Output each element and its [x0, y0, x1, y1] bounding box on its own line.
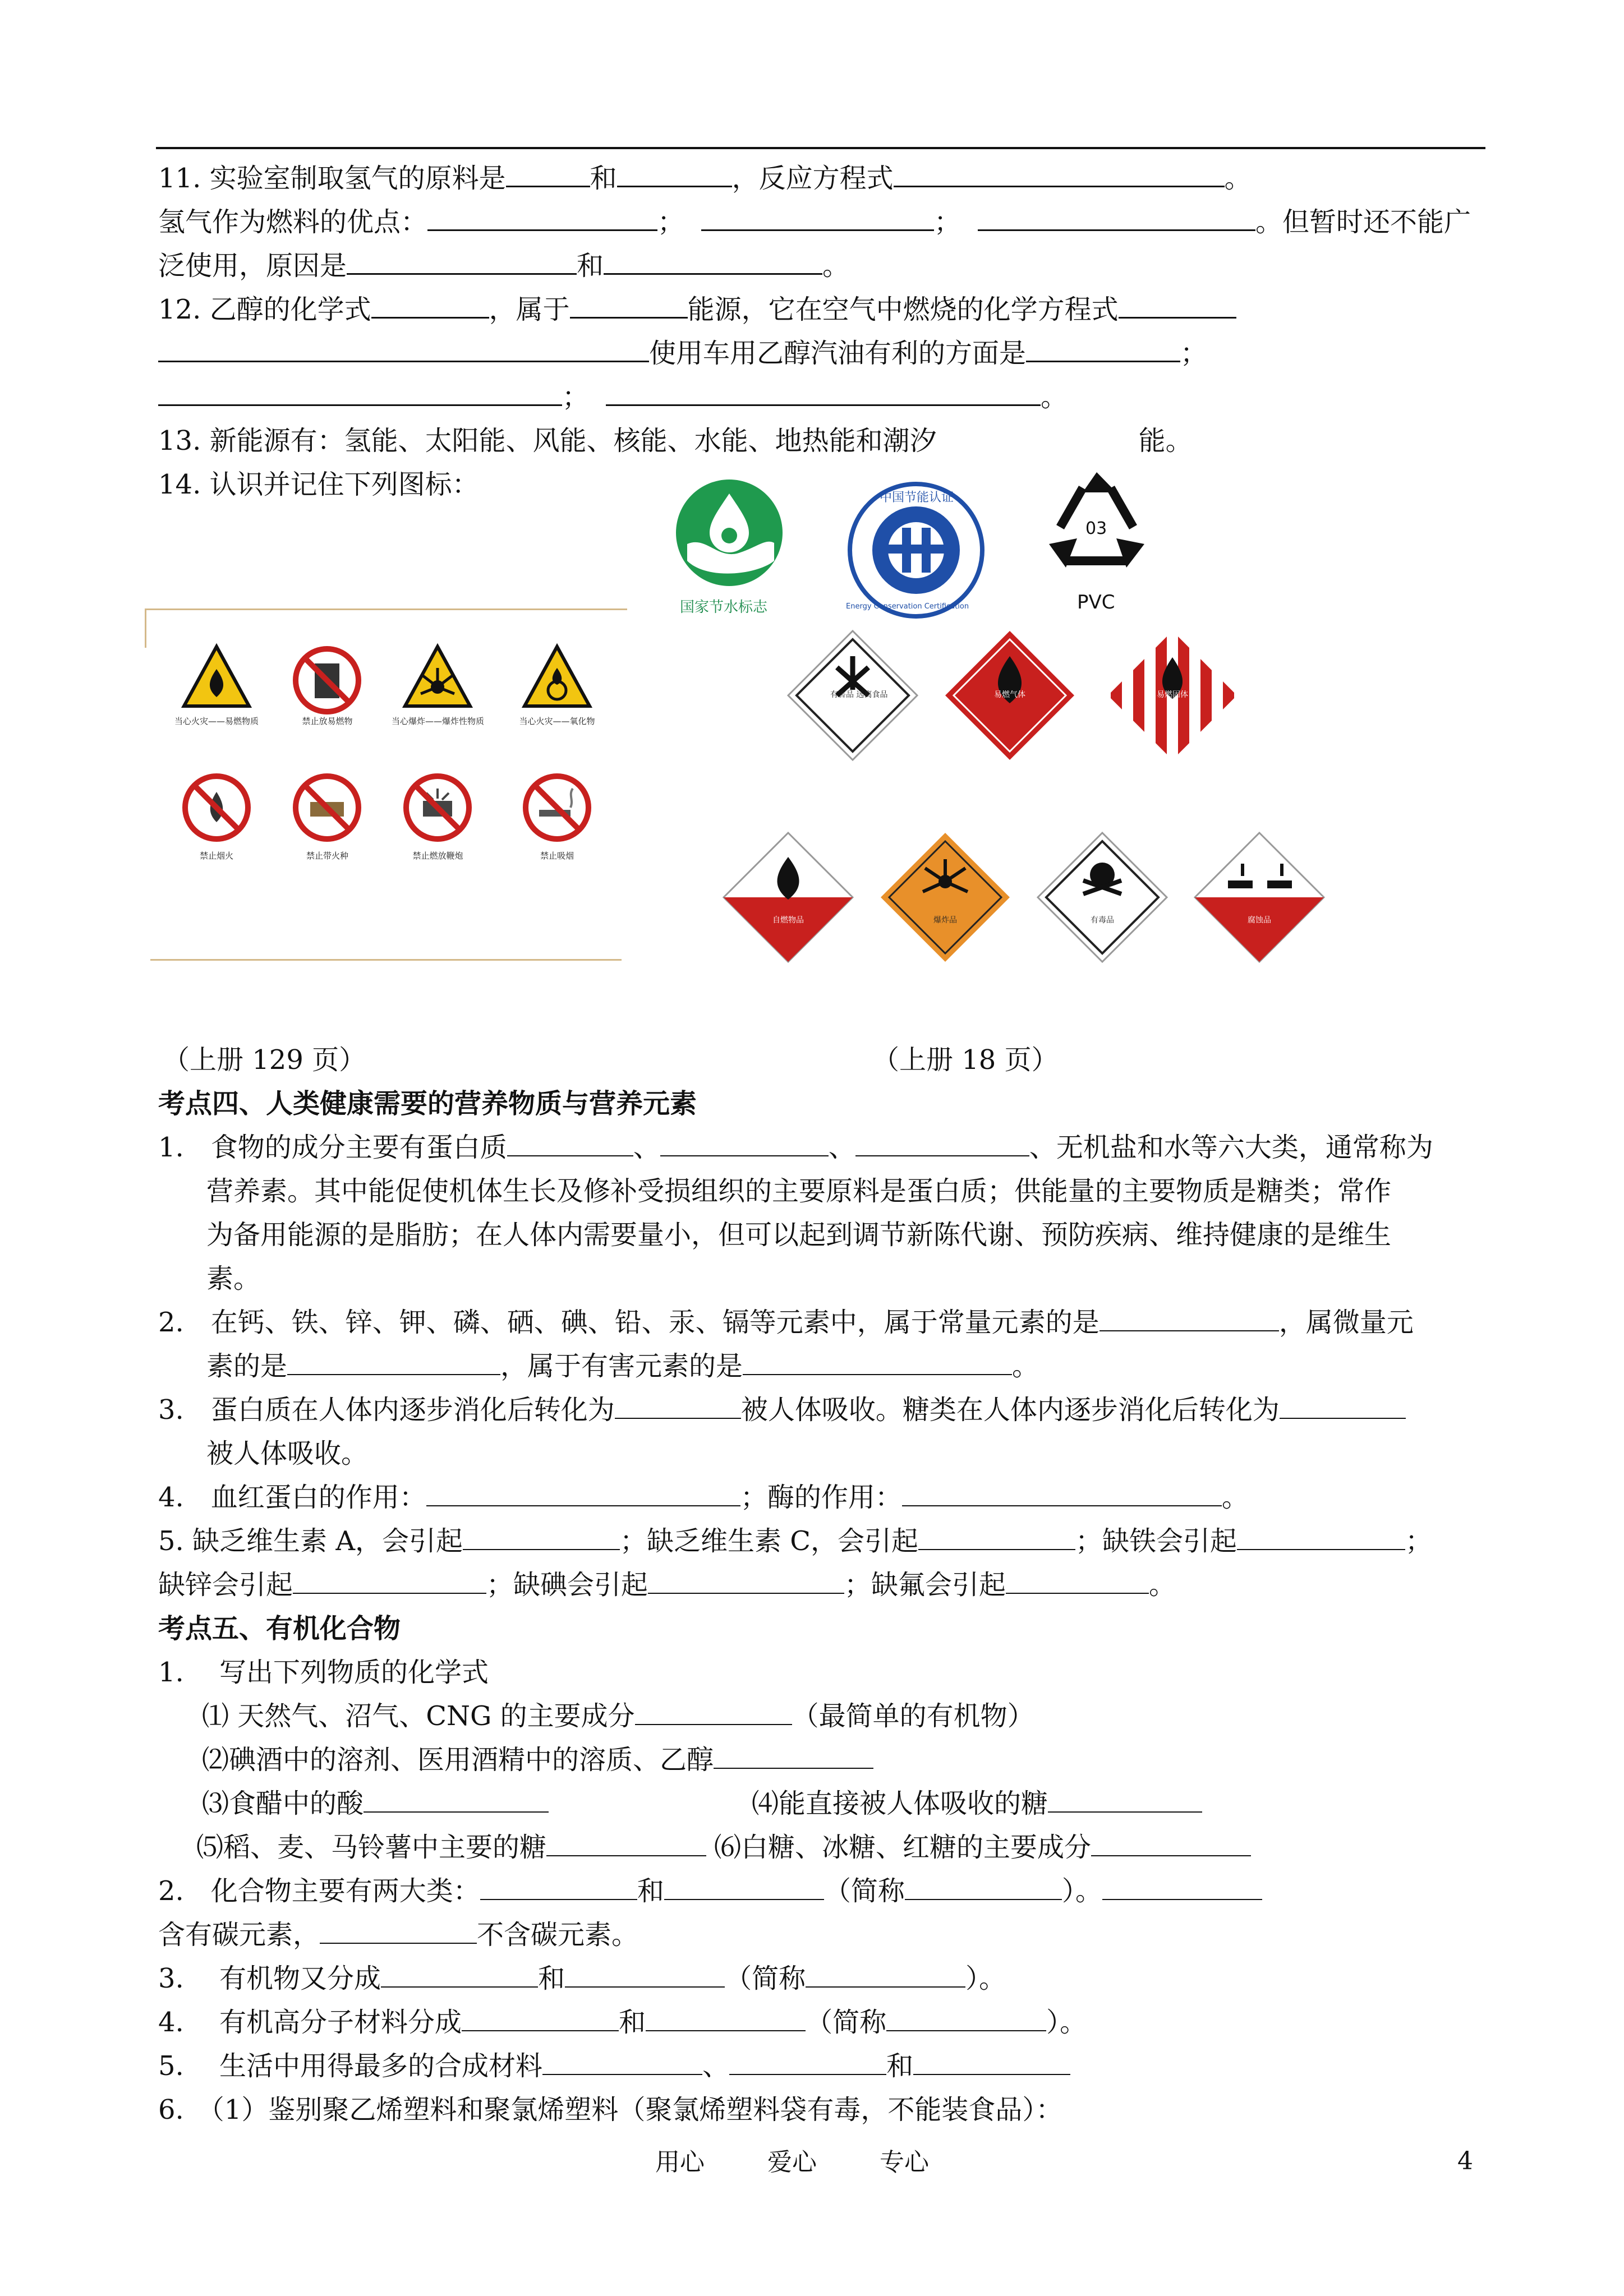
no-flammables-icon: [296, 649, 358, 712]
blank[interactable]: [635, 1702, 792, 1725]
sec5-p2-cont: 含有碳元素， 不含碳元素。: [158, 1919, 639, 1951]
sec5-s5: ⑸稻、麦、马铃薯中主要的糖 ⑹白糖、冰糖、红糖的主要成分: [196, 1831, 1251, 1864]
blank[interactable]: [1280, 1395, 1406, 1419]
blank[interactable]: [546, 1833, 706, 1856]
water-drop-icon: [673, 477, 785, 594]
blank[interactable]: [287, 1352, 500, 1375]
blank[interactable]: [913, 2051, 1070, 2075]
energy-cert-logo: [840, 480, 992, 620]
q12-line3: ； 。: [158, 380, 1068, 414]
sec4-p2: 2. 在钙、铁、锌、钾、磷、硒、碘、铅、汞、镉等元素中，属于常量元素的是 ，属微量元: [158, 1307, 1414, 1338]
hazard-label: 有毒品: [1091, 916, 1114, 925]
hazard-label: 易燃气体: [994, 690, 1025, 699]
q12-line1: 12. 乙醇的化学式 ，属于 能源，它在空气中燃烧的化学方程式: [158, 293, 1236, 326]
corrosive-icon: [1195, 833, 1324, 962]
blank[interactable]: [604, 251, 822, 275]
no-open-flame-icon: [185, 776, 248, 839]
blank[interactable]: [660, 1133, 829, 1156]
sec5-p1: 1. 写出下列物质的化学式: [158, 1657, 489, 1688]
hazard-label: 爆炸品: [933, 916, 957, 925]
fire-sign-label: 当心火灾——易燃物质: [174, 716, 259, 726]
sec4-p4: 4. 血红蛋白的作用： ；酶的作用： 。: [158, 1482, 1249, 1513]
sec4-p1-cont: 为备用能源的是脂肪；在人体内需要量小，但可以起到调节新陈代谢、预防疾病、维持健康的是维生: [206, 1219, 1392, 1251]
fire-signs-grid: [145, 608, 627, 945]
blank[interactable]: [565, 1964, 725, 1988]
blank[interactable]: [606, 382, 1041, 406]
blank[interactable]: [701, 207, 934, 231]
blank[interactable]: [570, 294, 688, 319]
blank[interactable]: [507, 1133, 633, 1156]
no-smoking-icon: [526, 776, 588, 839]
blank[interactable]: [542, 2051, 702, 2075]
sec5-s3: ⑶食醋中的酸: [202, 1787, 549, 1820]
blank[interactable]: [1091, 1833, 1251, 1856]
hazard-label: 有害品 远离食品: [830, 690, 888, 699]
blank[interactable]: [320, 1920, 477, 1944]
sec5-p4: 4. 有机高分子材料分成 和 （简称 ）。: [158, 2007, 1087, 2038]
hazard-signs-panel: [718, 623, 1358, 981]
no-matches-icon: [296, 776, 358, 839]
q11-line1: 11. 实验室制取氢气的原料是 和 ，反应方程式 。: [158, 163, 1252, 194]
blank[interactable]: [426, 1483, 740, 1506]
warning-oxidizer-icon: [525, 647, 590, 706]
blank[interactable]: [1237, 1527, 1405, 1550]
sec4-p5-cont: 缺锌会引起 ；缺碘会引起 ；缺氟会引起 。: [158, 1569, 1176, 1601]
blank[interactable]: [1119, 294, 1236, 319]
blank[interactable]: [371, 294, 489, 319]
fire-sign-label: 禁止放易燃物: [302, 716, 353, 726]
recycle-number: 03: [1085, 519, 1107, 538]
blank[interactable]: [293, 1570, 486, 1594]
sec5-p3: 3. 有机物又分成 和 （简称 ）。: [158, 1963, 1006, 1994]
blank[interactable]: [886, 2008, 1046, 2031]
blank[interactable]: [729, 2051, 886, 2075]
page-number: 4: [1457, 2147, 1473, 2175]
blank[interactable]: [158, 338, 649, 362]
energy-cert-bottom-text: Energy Conservation Certification: [846, 602, 969, 611]
blank[interactable]: [1102, 1877, 1262, 1900]
q13: 13. 新能源有：氢能、太阳能、风能、核能、水能、地热能和潮汐 能。: [158, 425, 1193, 457]
fire-sign-label: 禁止燃放鞭炮: [412, 851, 463, 861]
blank[interactable]: [381, 1964, 538, 1988]
blank[interactable]: [978, 207, 1255, 231]
blank[interactable]: [480, 1877, 637, 1900]
blank[interactable]: [648, 1570, 844, 1594]
sec5-p5: 5. 生活中用得最多的合成材料 、 和: [158, 2049, 1070, 2083]
spontaneous-combustion-icon: [724, 833, 853, 962]
sec5-s4: ⑷能直接被人体吸收的糖: [752, 1787, 1202, 1820]
sec4-p1: 1. 食物的成分主要有蛋白质 、 、 、无机盐和水等六大类，通常称为: [158, 1132, 1433, 1163]
fire-signs-panel: [145, 608, 627, 962]
q12-line2: 使用车用乙醇汽油有利的方面是 ；: [158, 336, 1207, 370]
sec5-p6: 6. （1）鉴别聚乙烯塑料和聚氯烯塑料（聚氯烯塑料袋有毒，不能装食品）：: [158, 2094, 1063, 2126]
warning-explosive-icon: [405, 647, 470, 706]
header-rule: [156, 147, 1485, 149]
toxic-icon: [1038, 833, 1167, 962]
blank[interactable]: [462, 2008, 619, 2031]
sec5-s2: ⑵碘酒中的溶剂、医用酒精中的溶质、乙醇: [202, 1743, 873, 1777]
water-logo-label: 国家节水标志: [680, 599, 768, 616]
blank[interactable]: [894, 163, 1225, 187]
blank[interactable]: [463, 1527, 620, 1550]
footer-motto-2: 爱心: [767, 2148, 817, 2177]
blank[interactable]: [158, 382, 562, 406]
blank[interactable]: [427, 207, 657, 231]
fire-sign-label: 禁止烟火: [199, 851, 233, 861]
blank[interactable]: [506, 163, 590, 187]
section-5-title: 考点五、有机化合物: [158, 1613, 401, 1644]
energy-cert-top-text: 中国节能认证: [880, 491, 954, 505]
section-4-title: 考点四、人类健康需要的营养物质与营养元素: [158, 1088, 697, 1119]
recycle-label: PVC: [1077, 591, 1115, 614]
sec4-p1-cont: 素。: [206, 1263, 261, 1294]
blank[interactable]: [347, 251, 577, 275]
caption-right: （上册 18 页）: [872, 1044, 1059, 1076]
warning-flammable-icon: [184, 647, 249, 706]
blank[interactable]: [617, 163, 732, 187]
hazard-label: 腐蚀品: [1248, 916, 1271, 925]
hazard-label: 自燃物品: [772, 916, 804, 925]
hazard-label: 易燃固体: [1157, 690, 1188, 699]
blank[interactable]: [806, 1964, 965, 1988]
water-saving-logo: [673, 477, 785, 623]
sec4-p1-cont: 营养素。其中能促使机体生长及修补受损组织的主要原料是蛋白质；供能量的主要物质是糖类；常作: [206, 1175, 1392, 1207]
q11-line2: 氢气作为燃料的优点： ； ； 。但暂时还不能广: [158, 206, 1471, 238]
blank[interactable]: [918, 1527, 1075, 1550]
sec4-p2-cont: 素的是 ，属于有害元素的是 。: [206, 1350, 1039, 1382]
fire-sign-label: 禁止吸烟: [540, 851, 574, 861]
blank[interactable]: [902, 1483, 1222, 1506]
footer-motto-3: 专心: [880, 2148, 929, 2177]
recycle-logo: [1027, 465, 1167, 623]
sec5-s1: ⑴ 天然气、沼气、CNG 的主要成分 （最简单的有机物）: [202, 1700, 1034, 1732]
blank[interactable]: [1048, 1789, 1202, 1813]
blank[interactable]: [1006, 1570, 1149, 1594]
blank[interactable]: [855, 1133, 1029, 1156]
sec4-p3: 3. 蛋白质在人体内逐步消化后转化为 被人体吸收。糖类在人体内逐步消化后转化为: [158, 1393, 1406, 1427]
blank[interactable]: [615, 1395, 741, 1419]
sec4-p3-cont: 被人体吸收。: [206, 1438, 369, 1469]
no-fireworks-icon: [406, 776, 469, 839]
fire-sign-label: 当心火灾——氧化物: [519, 716, 595, 726]
blank[interactable]: [664, 1877, 824, 1900]
blank[interactable]: [364, 1789, 549, 1813]
footer-motto-1: 用心: [655, 2148, 705, 2177]
blank[interactable]: [1026, 338, 1180, 362]
fire-sign-label: 当心爆炸——爆炸性物质: [391, 716, 484, 726]
explosives-icon: [881, 833, 1010, 962]
sec5-p2: 2. 化合物主要有两大类： 和 （简称 ）。: [158, 1874, 1262, 1908]
q11-line3: 泛使用，原因是 和 。: [158, 250, 850, 282]
caption-left: （上册 129 页）: [163, 1044, 366, 1076]
sec4-p5: 5. 缺乏维生素 A，会引起 ；缺乏维生素 C，会引起 ；缺铁会引起 ；: [158, 1525, 1433, 1557]
blank[interactable]: [714, 1745, 873, 1769]
q14: 14. 认识并记住下列图标：: [158, 469, 479, 500]
blank[interactable]: [1099, 1308, 1279, 1331]
blank[interactable]: [905, 1877, 1062, 1900]
blank[interactable]: [646, 2008, 806, 2031]
blank[interactable]: [743, 1352, 1012, 1375]
fire-sign-label: 禁止带火种: [306, 851, 348, 861]
